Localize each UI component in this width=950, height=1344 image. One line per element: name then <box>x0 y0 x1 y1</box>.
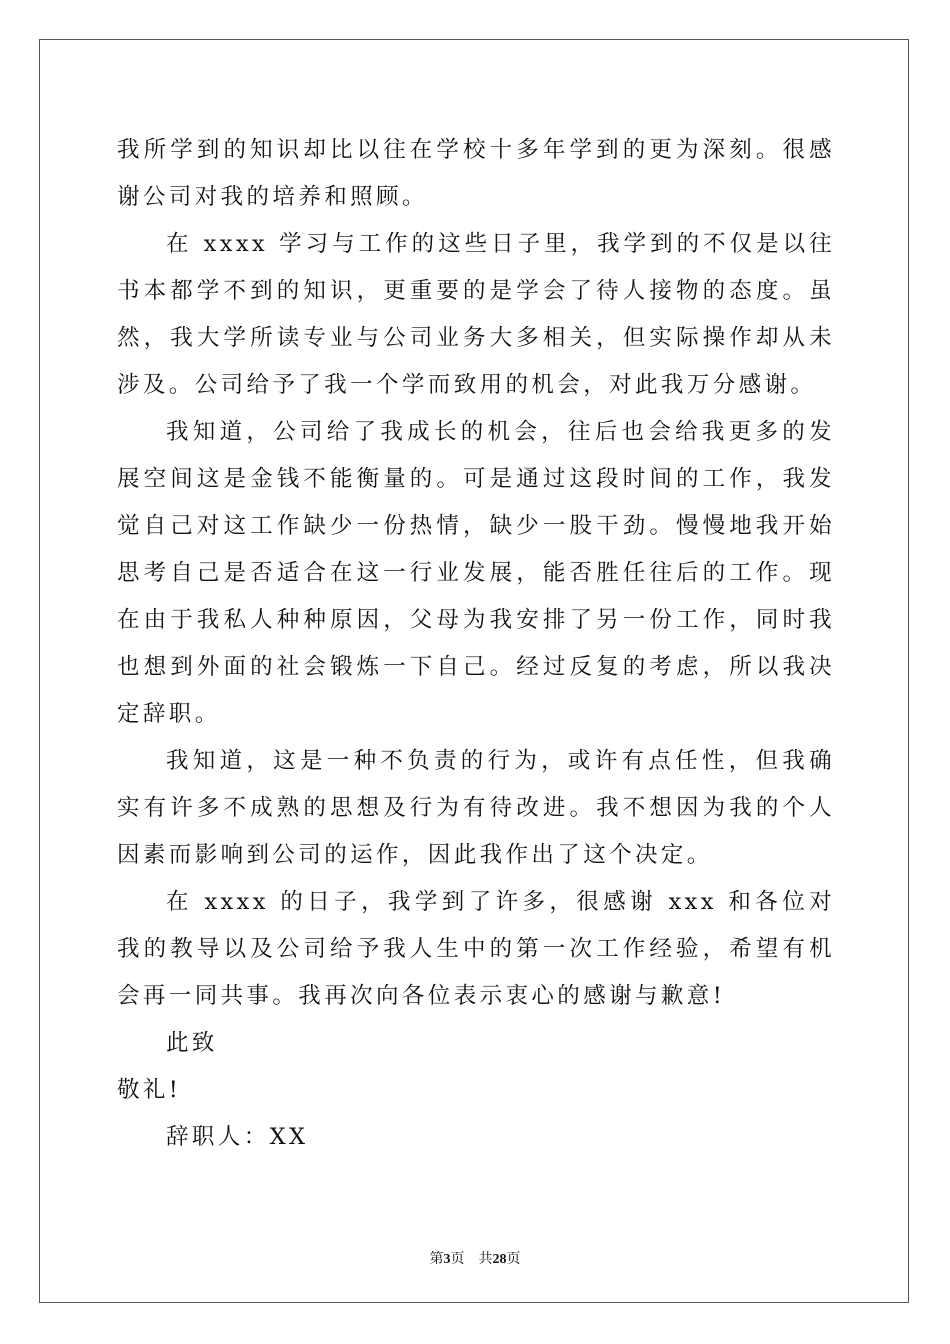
paragraph: 我所学到的知识却比以往在学校十多年学到的更为深刻。很感谢公司对我的培养和照顾。 <box>117 137 835 210</box>
total-pages-number: 28 <box>492 1252 507 1267</box>
paragraph: 我知道，这是一种不负责的行为，或许有点任性，但我确实有许多不成熟的思想及行为有待改进。我不想因为我的个人因素而影响到公司的运作，因此我作出了这个决定。 <box>117 748 835 868</box>
total-suffix: 页 <box>506 1252 521 1267</box>
current-page-number: 3 <box>443 1252 451 1267</box>
letter-body <box>117 127 835 1161</box>
paragraph: 在 xxxx 学习与工作的这些日子里，我学到的不仅是以往书本都学不到的知识，更重要的是学会了待人接物的态度。虽然，我大学所读专业与公司业务大多相关，但实际操作却从未涉及。公司给予了我一个学而致用的机会，对此我万分感谢。 <box>117 231 835 398</box>
paragraph: 在 xxxx 的日子，我学到了许多，很感谢 xxx 和各位对我的教导以及公司给予我人生中的第一次工作经验，希望有机会再一同共事。我再次向各位表示衷心的感谢与歉意! <box>117 889 835 1009</box>
page-suffix: 页 <box>450 1252 465 1267</box>
paragraph: 我知道，公司给了我成长的机会，往后也会给我更多的发展空间这是金钱不能衡量的。可是通过这段时间的工作，我发觉自己对这工作缺少一份热情，缺少一股干劲。慢慢地我开始思考自己是否适合在这一行业发展，能否胜任往后的工作。现在由于我私人种种原因，父母为我安排了另一份工作，同时我也想到外面的社会锻炼一下自己。经过反复的考虑，所以我决定辞职。 <box>117 419 835 727</box>
signature: 辞职人：XX <box>166 1124 309 1150</box>
page-prefix: 第 <box>429 1252 444 1267</box>
page-footer <box>0 1248 950 1268</box>
salutation: 敬礼! <box>117 1077 182 1103</box>
closing-line: 此致 <box>166 1030 218 1056</box>
total-prefix: 共 <box>478 1252 493 1267</box>
